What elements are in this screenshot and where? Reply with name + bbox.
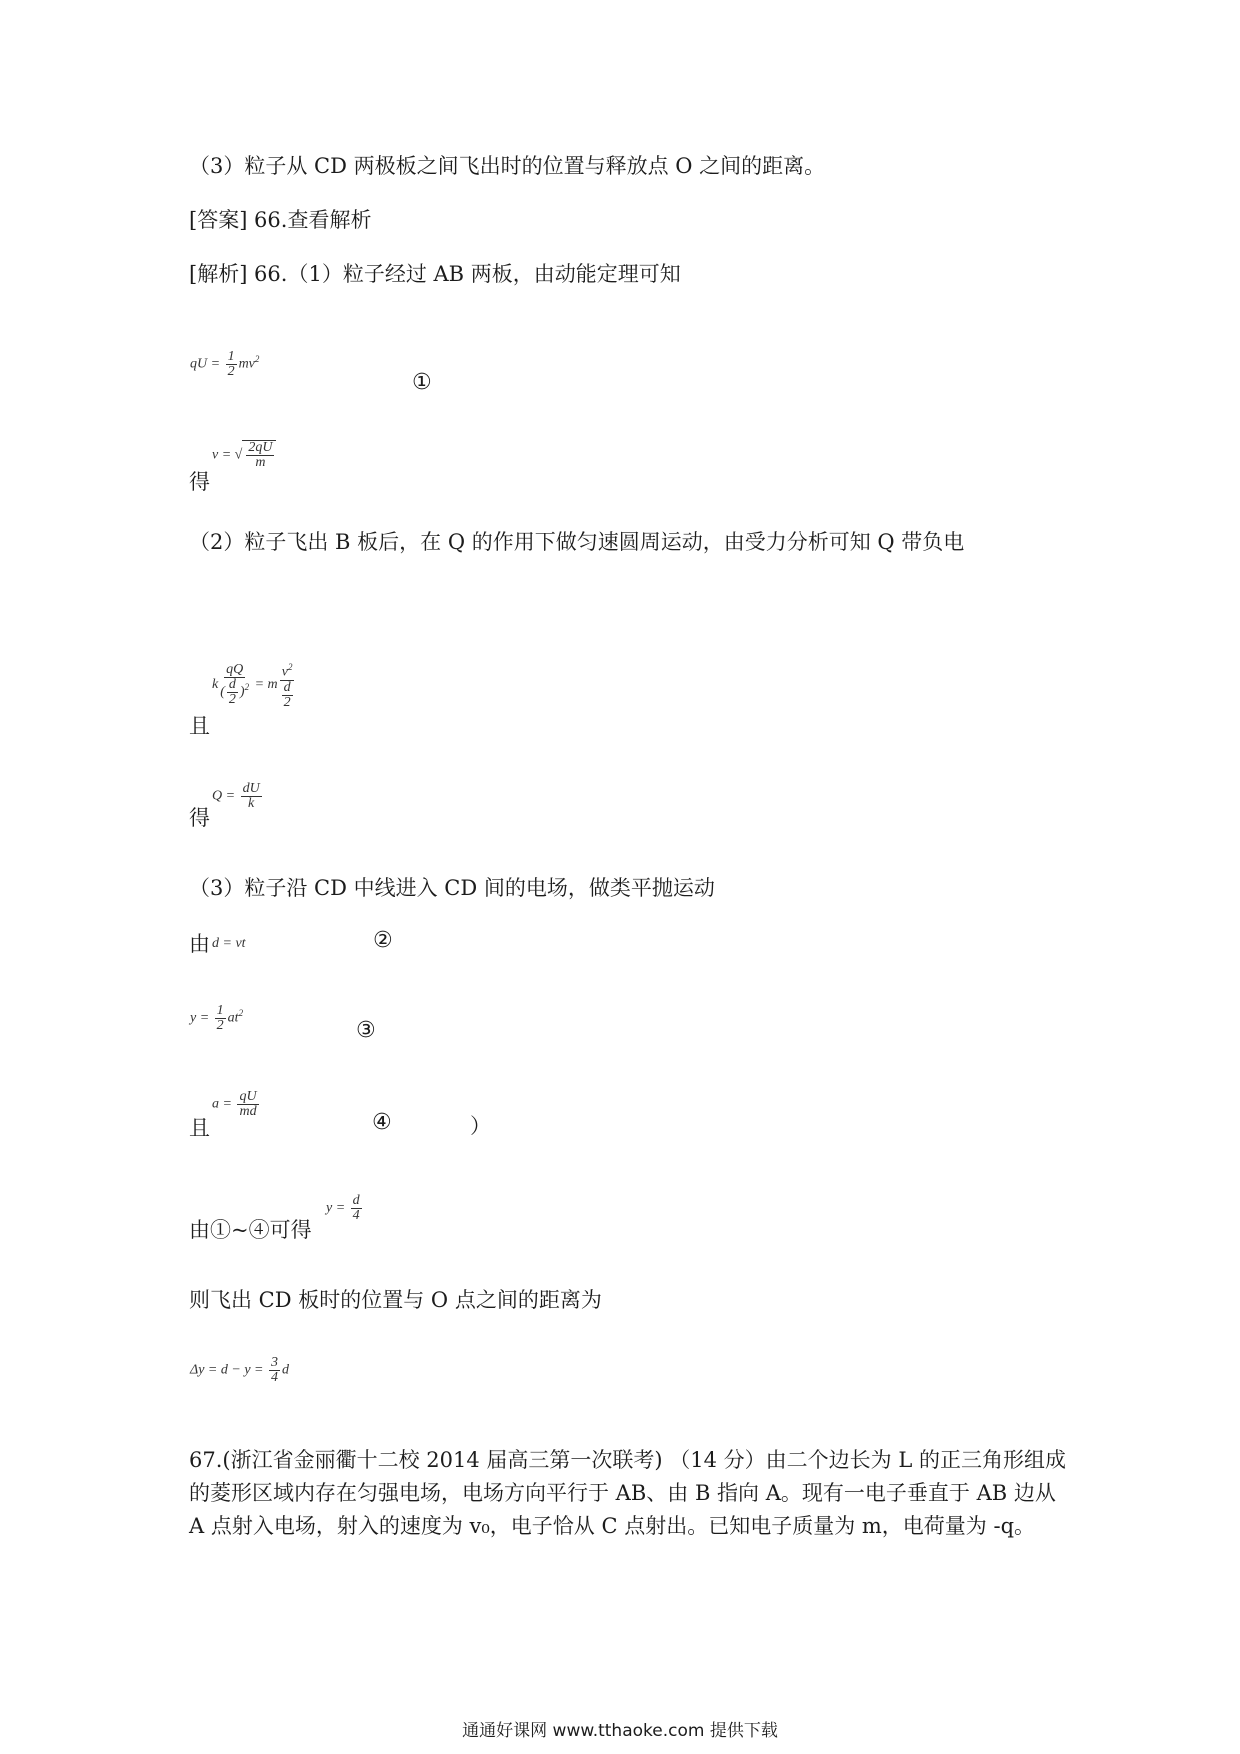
step-2-text: （2）粒子飞出 B 板后，在 Q 的作用下做匀速圆周运动，由受力分析可知 Q 带负电 <box>189 530 965 554</box>
step-3-text: （3）粒子沿 CD 中线进入 CD 间的电场，做类平抛运动 <box>189 876 715 900</box>
de-label-q: 得 <box>189 806 210 830</box>
equation-y-result: y = $\frac{d}{4}$ <box>326 1193 360 1223</box>
equation-delta-y: Δy = d − y = $\frac{3}{4}$ d <box>190 1355 289 1385</box>
problem-67-text: 67.(浙江省金丽衢十二校 2014 届高三第一次联考) （14 分）由二个边长为 L 的正三角形组成的菱形区域内存在匀强电场，电场方向平行于 AB、由 B 指向 A。现有一电子垂直于 AB 边从 A 点射入电场，射入的速度为 v₀，电子恰从 C 点射出。已知电子质量为 m，电荷量为 -q。 <box>189 1448 1066 1538</box>
answer-text: [答案] 66.查看解析 <box>189 208 372 232</box>
equation-number-2: ② <box>373 928 393 953</box>
qie-label-2: 且 <box>189 1116 210 1140</box>
analysis-text: [解析] 66.（1）粒子经过 AB 两板，由动能定理可知 <box>189 262 681 286</box>
equation-velocity: v = √ $\frac{2qU}{m}$ <box>212 440 276 470</box>
equation-number-3: ③ <box>356 1018 376 1043</box>
closing-paren: ） <box>470 1114 491 1138</box>
combine-text: 由①~④可得 <box>189 1218 312 1242</box>
you-label-1: 由 <box>189 932 210 956</box>
equation-kinetic-energy: qU = $\frac{1}{2}$ $mv^2$ <box>190 349 260 379</box>
equation-displacement: d = vt <box>212 936 246 951</box>
equation-coulomb-centripetal: k qQ ( $\frac{d}{2}$ )$^2$ = m $\frac{v^2}{\frac{d}{2}}$ <box>212 661 293 710</box>
de-label-v: 得 <box>189 470 210 494</box>
page-footer: 通通好课网 www.tthaoke.com 提供下载 <box>462 1721 778 1741</box>
equation-acceleration: a = $\frac{qU}{md}$ <box>212 1089 257 1119</box>
question-3-text: （3）粒子从 CD 两极板之间飞出时的位置与释放点 O 之间的距离。 <box>189 154 826 178</box>
equation-number-4: ④ <box>372 1110 392 1135</box>
equation-charge: Q = $\frac{dU}{k}$ <box>212 781 260 811</box>
distance-text: 则飞出 CD 板时的位置与 O 点之间的距离为 <box>189 1288 602 1312</box>
equation-vertical-displacement: y = $\frac{1}{2}$ $at^2$ <box>190 1003 244 1033</box>
qie-label-1: 且 <box>189 714 210 738</box>
equation-number-1: ① <box>412 370 432 395</box>
